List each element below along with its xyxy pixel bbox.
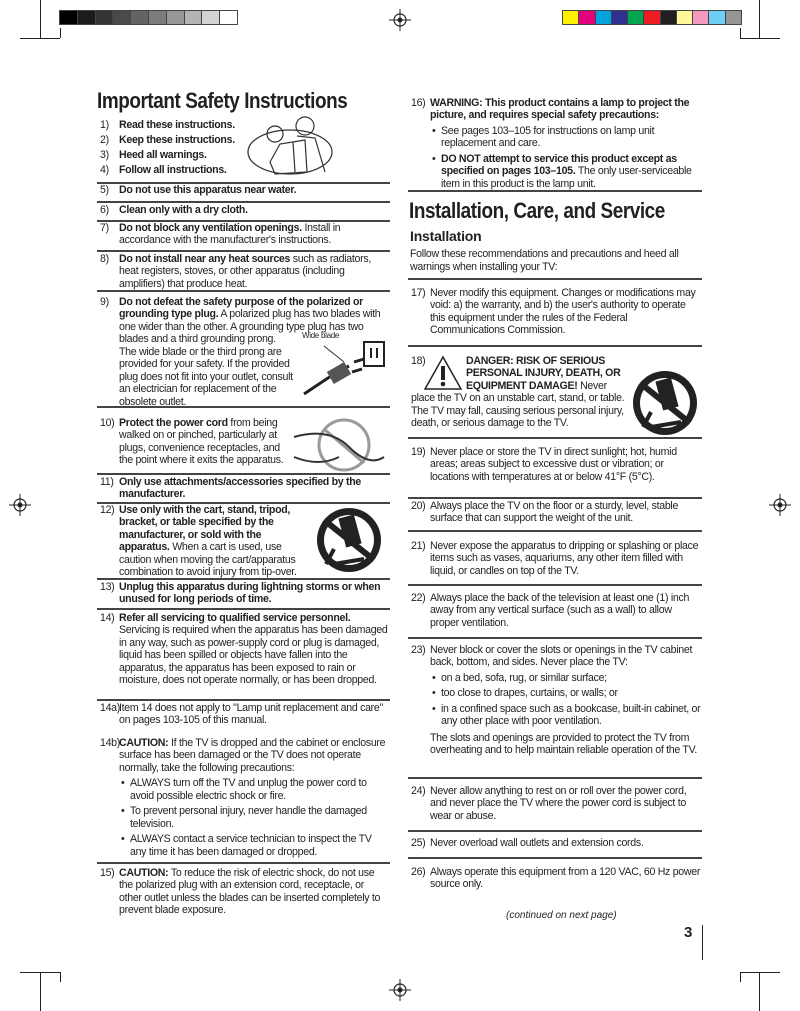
item-text [100,702,389,727]
item-text [100,476,389,501]
registration-mark-icon [389,9,411,31]
item-bold-text: Clean only with a dry cloth. [119,203,248,216]
item-text [100,253,389,291]
item-bold-text: Do not use this apparatus near water. [119,183,297,196]
divider [408,530,702,532]
item-number: 25) [411,836,426,849]
color-swatch [596,11,612,24]
list-item [411,837,701,850]
item-body-text: If the TV is dropped and the cabinet or enclosure surface has been damaged or the TV does not operate normally, take the following precautions: [119,736,386,774]
list-item [411,446,701,484]
list-item [100,222,389,247]
color-swatch [563,11,579,24]
crop-mark [60,28,61,38]
color-swatch [628,11,644,24]
item-text [411,866,701,891]
crop-mark [702,925,703,960]
bullet-item [100,777,389,802]
crop-mark [40,0,41,38]
gray-swatch [185,11,203,24]
crop-mark [740,972,741,982]
crop-mark [60,972,61,982]
item-number: 14) [100,611,115,624]
bullet-item [100,833,389,858]
divider [408,857,702,859]
list-item [100,476,389,501]
section-heading: Installation, Care, and Service [409,198,665,223]
item-number: 24) [411,784,426,797]
divider [408,777,702,779]
item-bold-text: WARNING: This product contains a lamp to project the picture, and requires special safety precautions: [430,96,690,121]
item-number: 11) [100,475,114,488]
list-item [411,500,701,525]
bullet-text: To prevent personal injury, never handle the damaged television. [130,805,367,830]
bullet-item [411,687,701,700]
color-swatch [612,11,628,24]
list-item [100,504,389,579]
item-number: 13) [100,580,115,593]
list-item [411,644,701,757]
item-body-text: Always operate this equipment from a 120 VAC, 60 Hz power source only. [430,865,701,890]
list-item [100,612,389,687]
item-paragraph: The slots and openings are provided to protect the TV from overheating and to help maintain reliable operation of the TV. [430,731,698,756]
item-number: 20) [411,499,426,512]
item-text [411,287,701,337]
continued-note: (continued on next page) [506,910,617,921]
bullet-item [411,672,701,685]
item-text [100,149,389,162]
bullet-text: See pages 103–105 for instructions on lamp unit replacement and care. [441,124,655,149]
color-swatch [579,11,595,24]
item-number: 26) [411,865,426,878]
item-text [411,355,701,430]
divider [408,278,702,280]
list-item [100,119,389,132]
bullet-text: The only user-serviceable item in this product is the lamp unit. [441,165,692,190]
item-number: 14b) [100,736,121,749]
crop-mark [740,972,780,973]
item-bold-text: Protect the power cord [119,416,228,429]
item-text [100,204,389,217]
list-item [100,164,389,177]
gray-swatch [131,11,149,24]
item-text [100,581,389,606]
bullet-text: ALWAYS turn off the TV and unplug the power cord to avoid possible electric shock or fire. [130,777,367,802]
item-bold-text: Read these instructions. [119,118,235,131]
item-bold-text: Do not block any ventilation openings. [119,221,302,234]
list-item [411,287,701,337]
cord-illustration [289,417,389,475]
item-number: 6) [100,203,109,216]
gray-swatch [220,11,237,24]
item-text [411,644,701,669]
color-swatch [726,11,741,24]
item-number: 10) [100,416,115,429]
item-bold-text: Unplug this apparatus during lightning storms or when unused for long periods of time. [119,580,381,605]
list-item [100,581,389,606]
crop-mark [20,38,60,39]
item-body-text: Item 14 does not apply to "Lamp unit replacement and care" on pages 103-105 of this manual. [119,701,383,726]
item-text [411,500,701,525]
registration-mark-icon [769,494,791,516]
color-calibration-bar [562,10,742,25]
gray-swatch [78,11,96,24]
item-number: 22) [411,591,426,604]
item-number: 4) [100,163,109,176]
item-number: 19) [411,445,426,458]
item-bold-text: Follow all instructions. [119,163,227,176]
item-body-text: A polarized plug has two blades with one wider than the other. A grounding type plug has two blades and a third grounding prong. The wide blade or the third prong are provided for your safety. If the provided plug does not fit into your outlet, consult an electrician for replacement of the obsolete outlet. [119,308,381,408]
bullet-item [411,703,701,728]
color-swatch [709,11,725,24]
item-number: 7) [100,221,109,234]
list-item [411,540,701,578]
item-bold-text: Heed all warnings. [119,148,207,161]
list-item [100,702,389,727]
item-body-text: Always place the TV on the floor or a sturdy, level, stable surface that can support the weight of the unit. [430,499,679,524]
item-body-text: To reduce the risk of electric shock, do not use the polarized plug with an extension cord, receptacle, or other outlet unless the blades can be inserted completely to prevent blade exposure. [119,866,381,916]
item-text [100,134,389,147]
item-text [100,737,389,775]
list-item [411,785,701,823]
item-body-text: Never place the TV on an unstable cart, stand, or table. The TV may fall, causing serious personal injury, death, or serious damage to the TV. [411,379,625,429]
bullet-text: in a confined space such as a bookcase, built-in cabinet, or any other place with poor ventilation. [441,702,701,727]
bullet-item [411,153,701,191]
gray-swatch [149,11,167,24]
item-text [100,164,389,177]
cart-illustration [304,504,389,576]
item-body-text: Servicing is required when the apparatus has been damaged in any way, such as power-supply cord or plug is damaged, liquid has been spilled or objects have fallen into the apparatus, the apparatus has been exposed to rain or moisture, does not operate normally, or has been dropped. [119,624,388,686]
list-item [100,134,389,147]
illustration-label: Wide blade [302,330,340,340]
item-body-text: When a cart is used, use caution when moving the cart/apparatus combination to avoid injury from tip-over. [119,541,297,578]
divider [408,497,702,499]
registration-mark-icon [389,979,411,1001]
list-item [411,866,701,891]
crop-mark [759,0,760,38]
crop-mark [40,972,41,1011]
divider [97,201,390,203]
item-body-text: Never allow anything to rest on or roll over the power cord, and never place the TV where the power cord is subject to wear or abuse. [430,784,687,822]
item-bold-text: DANGER: RISK OF SERIOUS PERSONAL INJURY, DEATH, OR EQUIPMENT DAMAGE! [466,354,621,392]
list-item [100,253,389,291]
item-bold-text: Do not install near any heat sources [119,252,291,265]
item-body-text: such as radiators, heat registers, stoves, or other apparatus (including amplifiers) that produce heat. [119,252,371,290]
crop-mark [20,972,60,973]
bullet-item [100,805,389,830]
item-number: 17) [411,286,426,299]
item-body-text: Never block or cover the slots or openings in the TV cabinet back, bottom, and sides. Never place the TV: [430,643,693,668]
item-number: 8) [100,252,109,265]
item-number: 21) [411,539,426,552]
bullet-item [411,125,701,150]
item-bold-text: Use only with the cart, stand, tripod, bracket, or table specified by the manufacturer, or sold with the apparatus. [119,503,291,553]
crop-mark [740,38,780,39]
item-number: 18) [411,354,426,367]
subsection-heading: Installation [410,228,482,244]
list-item [100,204,389,217]
item-number: 2) [100,133,109,146]
item-number: 12) [100,503,115,516]
gray-swatch [202,11,220,24]
crop-mark [759,972,760,1011]
item-number: 15) [100,866,115,879]
page-title: Important Safety Instructions [97,88,348,113]
list-item [100,737,389,859]
divider [97,608,390,610]
item-text [100,867,389,917]
bullet-text: ALWAYS contact a service technician to inspect the TV any time it has been damaged or dropped. [130,833,372,858]
intro-text: Follow these recommendations and precautions and heed all warnings when installing your TV: [410,248,679,273]
color-swatch [693,11,709,24]
list-item [411,97,701,191]
plug-illustration [294,330,389,404]
item-number: 16) [411,96,426,109]
list-item [100,417,389,475]
item-number: 14a) [100,701,121,714]
color-swatch [644,11,660,24]
item-number: 3) [100,148,109,161]
divider [97,699,390,701]
list-item [100,149,389,162]
divider [97,290,390,292]
item-body-text: Never overload wall outlets and extension cords. [430,836,644,849]
color-swatch [661,11,677,24]
item-body-text: from being walked on or pinched, particularly at plugs, convenience receptacles, and the point where it exits the apparatus. [119,416,284,466]
crop-mark [740,28,741,38]
bullet-text: too close to drapes, curtains, or walls; or [441,687,618,699]
item-text [411,592,701,630]
item-body-text: Install in accordance with the manufacturer's instructions. [119,221,341,246]
item-body-text: Always place the back of the television at least one (1) inch away from any vertical surface (such as a wall) to allow proper ventilation. [430,591,690,629]
list-item [411,355,701,439]
gray-swatch [60,11,78,24]
divider [408,345,702,347]
item-text [411,446,701,484]
divider [408,584,702,586]
bullet-bold-text: DO NOT attempt to service this product except as specified on pages 103–105. [441,152,677,177]
item-bold-text: Refer all servicing to qualified service personnel. [119,611,351,624]
item-text [100,184,389,197]
item-number: 1) [100,118,109,131]
item-body-text: Never modify this equipment. Changes or modifications may void: a) the warranty, and b) the user's authority to operate this equipment under the rules of the Federal Communications Commission. [430,286,696,336]
item-body-text: Never place or store the TV in direct sunlight; hot, humid areas; areas subject to excessive dust or vibration; or locations with temperatures at or below 41°F (5°C). [430,445,677,483]
item-text [411,540,701,578]
color-swatch [677,11,693,24]
item-text [411,837,701,850]
item-text [100,417,389,467]
item-text [100,296,389,409]
item-text [411,97,701,122]
list-item [100,184,389,197]
item-text [411,785,701,823]
item-bold-text: CAUTION: [119,736,169,749]
list-item [100,867,389,917]
item-number: 5) [100,183,109,196]
divider [408,637,702,639]
item-text [100,119,389,132]
list-item [100,296,389,409]
registration-mark-icon [9,494,31,516]
item-number: 23) [411,643,426,656]
gray-swatch [113,11,131,24]
item-text [100,612,389,687]
divider [97,250,390,252]
item-number: 9) [100,295,109,308]
item-body-text: Never expose the apparatus to dripping or splashing or place items such as vases, aquariums, any other item filled with liquid, or candles on top of the TV. [430,539,699,577]
gray-calibration-bar [59,10,238,25]
item-bold-text: Keep these instructions. [119,133,235,146]
item-bold-text: Only use attachments/accessories specified by the manufacturer. [119,475,362,500]
bullet-text: on a bed, sofa, rug, or similar surface; [441,671,607,684]
item-text [100,222,389,247]
danger-illustration [627,367,701,439]
divider [408,830,702,832]
list-item [411,592,701,630]
divider [97,862,390,864]
item-bold-text: Do not defeat the safety purpose of the polarized or grounding type plug. [119,295,363,320]
page-number: 3 [684,924,693,941]
gray-swatch [96,11,114,24]
item-text [100,504,389,579]
divider [408,190,702,192]
gray-swatch [167,11,185,24]
item-bold-text: CAUTION: [119,866,169,879]
